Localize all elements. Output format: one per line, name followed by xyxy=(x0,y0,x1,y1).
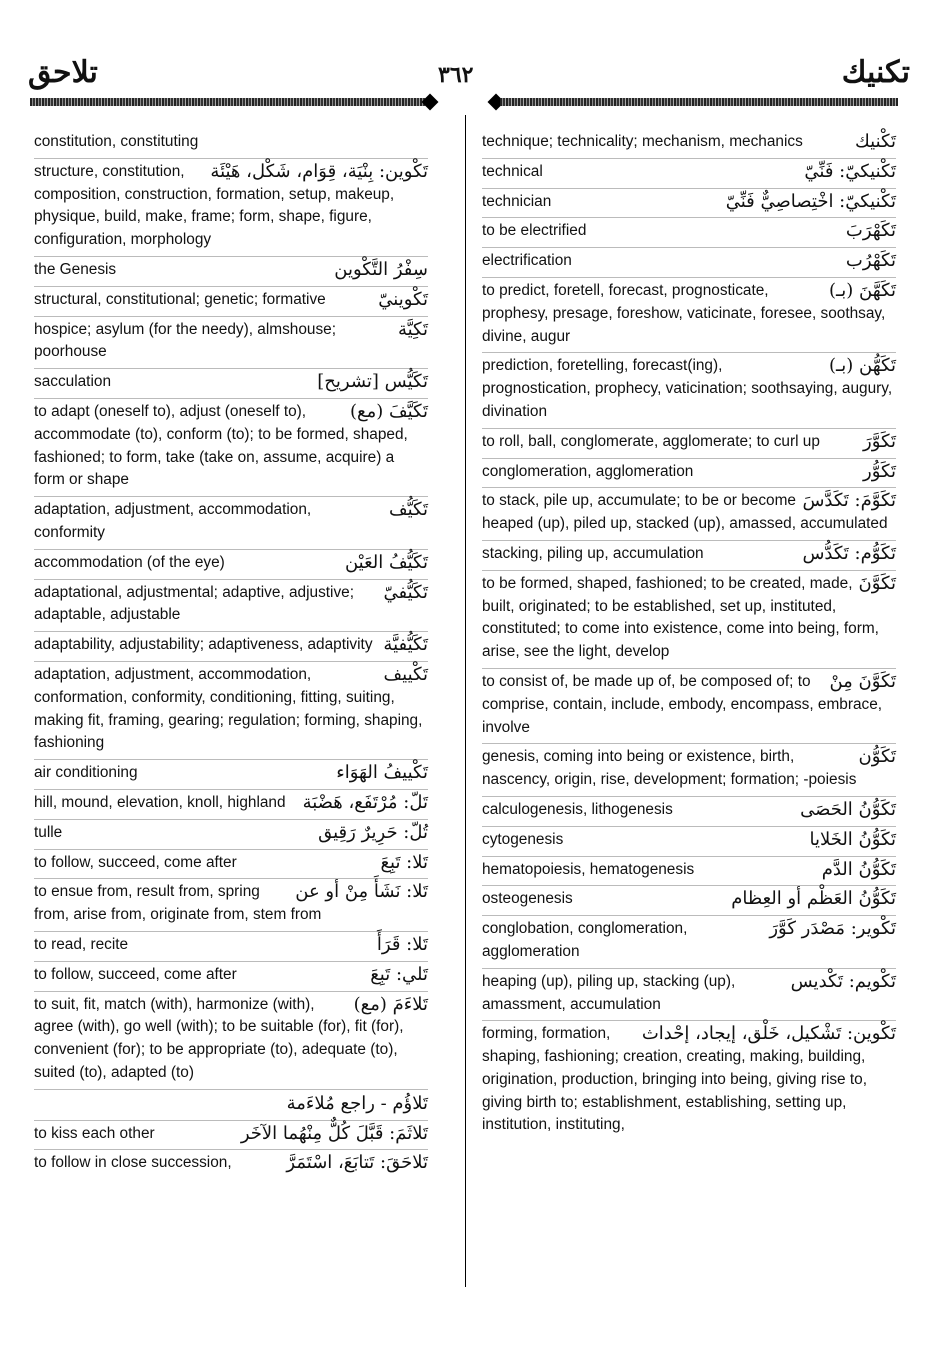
english-definition: genesis, coming into being or existence, birth, nascency, origin, rise, development; formation; -poiesis xyxy=(482,748,857,789)
dictionary-entry xyxy=(482,541,896,571)
dictionary-entry xyxy=(482,159,896,189)
dictionary-entry xyxy=(34,760,428,790)
dictionary-entry xyxy=(482,129,896,159)
english-definition: to read, recite xyxy=(34,935,129,953)
dictionary-entry xyxy=(482,857,896,887)
column-divider xyxy=(465,115,466,1287)
arabic-headword: تَكِيَّة xyxy=(397,318,428,340)
english-definition: to suit, fit, match (with), harmonize (with), agree (with), go well (with); to be suitable (for), fit (for), convenient (for); to be appropriate (to), adequate (to), suited (to), adapted (to) xyxy=(34,995,404,1081)
dictionary-entry xyxy=(34,497,428,550)
arabic-headword: تَكَوَّرَ xyxy=(863,430,896,452)
english-definition: adaptability, adjustability; adaptiveness, adaptivity xyxy=(34,636,373,654)
dictionary-entry xyxy=(482,969,896,1022)
arabic-headword: تَلا: قَرَأَ xyxy=(376,933,428,955)
english-definition: conglobation, conglomeration, agglomeration xyxy=(482,920,688,960)
dictionary-entry xyxy=(34,317,428,370)
english-definition: conglomeration, agglomeration xyxy=(482,462,694,480)
arabic-headword: تَكْنيكيّ: فَنِّيّ xyxy=(804,160,896,182)
dictionary-entry xyxy=(482,353,896,428)
dictionary-entry xyxy=(34,992,428,1090)
english-definition: prediction, foretelling, forecast(ing), prognostication, prophecy, vaticination; soothsaying, augury, divination xyxy=(482,357,893,420)
dictionary-entry xyxy=(34,850,428,880)
english-definition: to adapt (oneself to), adjust (oneself to), accommodate (to), conform (to); to be formed, shaped, fashioned; to form, take (take on, assume, acquire) a form or shape xyxy=(34,402,408,489)
arabic-headword: تَكْييف xyxy=(383,663,428,685)
dictionary-entry xyxy=(34,399,428,497)
arabic-headword: تَكَوُّن xyxy=(858,746,896,768)
dictionary-entry xyxy=(482,189,896,219)
english-definition: constitution, constituting xyxy=(34,133,199,150)
dictionary-entry xyxy=(34,632,428,662)
dictionary-entry xyxy=(34,580,428,633)
dictionary-entry xyxy=(34,257,428,287)
left-guide-word: تلاحق xyxy=(28,55,98,90)
dictionary-entry xyxy=(482,1021,896,1141)
english-definition: accommodation (of the eye) xyxy=(34,553,225,571)
arabic-headword: تَكَوَّنَ xyxy=(858,572,896,594)
english-definition: to stack, pile up, accumulate; to be or become heaped (up), piled up, stacked (up), amassed, accumulated xyxy=(482,492,888,533)
arabic-headword: تَلا: تَبِعَ xyxy=(380,851,428,873)
dictionary-entry xyxy=(482,278,896,353)
arabic-headword: تَكَيُّس [تشريح] xyxy=(317,371,428,393)
dictionary-entry xyxy=(482,669,896,744)
arabic-headword: تَكْوير: مَصْدَر كَوَّرَ xyxy=(769,918,896,940)
english-definition: structure, constitution, composition, construction, formation, setup, makeup, physique, build, make, frame; form, shape, figure, configuration, morphology xyxy=(34,162,395,249)
page-number: ٣٦٢ xyxy=(438,62,474,88)
arabic-headword: تَكَهْرَبَ xyxy=(845,220,896,242)
english-definition: adaptation, adjustment, accommodation, conformity xyxy=(34,501,312,541)
arabic-headword: تَكَوُّنُ الدَّم xyxy=(821,858,896,880)
arabic-headword: تَكَيُّف xyxy=(388,499,428,521)
arabic-headword: تَلا: نَشَأَ مِنْ أو عن xyxy=(295,881,428,903)
dictionary-entry xyxy=(34,287,428,317)
right-column xyxy=(482,129,896,1339)
english-definition: calculogenesis, lithogenesis xyxy=(482,800,673,818)
english-definition: sacculation xyxy=(34,373,111,391)
arabic-headword: تَلّ: مُرْتَفَع، هَضْبَة xyxy=(302,791,428,813)
dictionary-entry xyxy=(482,571,896,669)
arabic-headword: تَكَوُّنُ الخَلايا xyxy=(809,828,896,850)
arabic-headword: تَكْوينيّ xyxy=(378,288,428,310)
arabic-headword: تَلاؤُم - راجع مُلاءَمة xyxy=(286,1092,428,1114)
english-definition: air conditioning xyxy=(34,764,138,782)
arabic-headword: تَكَوُّر xyxy=(863,460,896,482)
arabic-headword: تَكْوين: تَشْكيل، خَلْق، إيجاد، إحْداث xyxy=(641,1023,896,1045)
arabic-headword: تَكْنيكيّ: اخْتِصاصِيٌّ فَنِّيّ xyxy=(725,190,896,212)
dictionary-entry xyxy=(482,886,896,916)
english-definition: to follow in close succession, xyxy=(34,1154,232,1172)
english-definition: technical xyxy=(482,162,543,180)
english-definition: to roll, ball, conglomerate, agglomerate; to curl up xyxy=(482,432,820,450)
arabic-headword: تَكَيُّفيّ xyxy=(383,581,428,603)
dictionary-entry xyxy=(34,662,428,760)
arabic-headword: تَلاحَقَ: تَتابَعَ، اسْتَمَرَّ xyxy=(286,1152,428,1174)
dictionary-entry xyxy=(482,797,896,827)
left-diamond-ornament xyxy=(422,94,439,111)
arabic-headword: تَكَوُّم: تَكَدُّس xyxy=(802,542,896,564)
english-definition: the Genesis xyxy=(34,260,117,278)
english-definition: to consist of, be made up of, be composed of; to comprise, contain, include, embody, encompass, embrace, involve xyxy=(482,672,883,736)
english-definition: adaptation, adjustment, accommodation, conformation, conformity, conditioning, fitting, suiting, making fit, framing, gearing; regulation; forming, shaping, fashioning xyxy=(34,665,423,752)
arabic-headword: تَكَوَّمَ: تَكَدَّسَ xyxy=(802,490,896,512)
arabic-headword: تَكَهُّن (بـ) xyxy=(829,355,896,377)
arabic-headword: تُلّ: حَرِيرٌ رَقِيق xyxy=(318,821,428,843)
dictionary-entry xyxy=(482,827,896,857)
dictionary-entry xyxy=(482,429,896,459)
arabic-headword: تَكَوُّنُ الحَصَى xyxy=(800,798,896,820)
dictionary-entry xyxy=(482,248,896,278)
dictionary-entry xyxy=(482,488,896,541)
dictionary-entry xyxy=(34,1090,428,1121)
english-definition: structural, constitutional; genetic; formative xyxy=(34,290,326,308)
english-definition: hill, mound, elevation, knoll, highland xyxy=(34,793,286,811)
arabic-headword: تَلاثَمَ: قَبَّلَ كُلٌّ مِنْهُما الآخَر xyxy=(240,1122,428,1144)
english-definition: to follow, succeed, come after xyxy=(34,965,237,983)
dictionary-entry xyxy=(482,916,896,969)
english-definition: to be electrified xyxy=(482,222,587,240)
english-definition: forming, formation, shaping, fashioning; creation, creating, making, building, origination, production, bringing into being, giving rise to, giving birth to; establishment, establishing, setting up, institution, instituting, xyxy=(482,1025,868,1134)
english-definition: osteogenesis xyxy=(482,890,573,908)
dictionary-entry xyxy=(482,744,896,797)
dictionary-entry xyxy=(34,962,428,992)
english-definition: to ensue from, result from, spring from, arise from, originate from, stem from xyxy=(34,883,322,924)
arabic-headword: تَكَيَّفَ (مع) xyxy=(349,400,428,422)
arabic-headword: تَكَيُّفيَّة xyxy=(383,634,428,656)
english-definition: to follow, succeed, come after xyxy=(34,853,237,871)
english-definition: technician xyxy=(482,192,552,210)
dictionary-entry xyxy=(34,790,428,820)
english-definition: adaptational, adjustmental; adaptive, adjustive; adaptable, adjustable xyxy=(34,583,354,624)
dictionary-entry xyxy=(34,1150,428,1179)
left-header-rule xyxy=(30,98,426,106)
dictionary-entry xyxy=(34,369,428,399)
arabic-headword: تَكَهْرُب xyxy=(845,250,896,272)
dictionary-entry xyxy=(482,218,896,248)
english-definition: to be formed, shaped, fashioned; to be created, made, built, originated; to be established, set up, instituted, constituted; to come into existence, come into being, form, arise, see the light, develop xyxy=(482,574,879,661)
dictionary-entry xyxy=(34,820,428,850)
right-guide-word: تكنيك xyxy=(841,55,910,90)
english-definition: to kiss each other xyxy=(34,1124,155,1142)
english-definition: hematopoiesis, hematogenesis xyxy=(482,860,695,878)
arabic-headword: تَكَهَّنَ (بـ) xyxy=(829,279,896,301)
dictionary-entry xyxy=(34,550,428,580)
dictionary-entry xyxy=(482,459,896,489)
english-definition: technique; technicality; mechanism, mechanics xyxy=(482,133,803,150)
arabic-headword: تَكْييفُ الهَوَاء xyxy=(336,762,428,784)
arabic-headword: تَلاءَمَ (مع) xyxy=(353,993,428,1015)
english-definition: to predict, foretell, forecast, prognosticate, prophesy, presage, foreshow, vaticinate, foresee, soothsay, divine, augur xyxy=(482,281,886,345)
arabic-headword: تَكْنيك xyxy=(855,131,896,152)
arabic-headword: تَكَوَّنَ مِنْ xyxy=(829,670,896,692)
english-definition: tulle xyxy=(34,823,63,841)
arabic-headword: تَلي: تَبِعَ xyxy=(370,963,428,985)
page-header xyxy=(0,50,938,90)
right-header-rule xyxy=(500,98,898,106)
english-definition: electrification xyxy=(482,252,572,270)
left-column xyxy=(34,129,428,1339)
dictionary-entry xyxy=(34,932,428,962)
english-definition: cytogenesis xyxy=(482,830,564,848)
arabic-headword: تَكَوُّنُ العَظْم أو العِظام xyxy=(731,888,896,910)
dictionary-entry xyxy=(34,159,428,257)
dictionary-entry xyxy=(34,1121,428,1151)
dictionary-entry xyxy=(34,129,428,159)
arabic-headword: تَكْويم: تَكْديس xyxy=(790,970,896,992)
arabic-headword: تَكْوين: بِنْيَة، قِوَام، شَكْل، هَيْئَة xyxy=(210,160,428,182)
english-definition: stacking, piling up, accumulation xyxy=(482,544,704,562)
arabic-headword: تَكَيُّفُ العَيْن xyxy=(344,551,428,573)
english-definition: hospice; asylum (for the needy), almshouse; poorhouse xyxy=(34,320,336,361)
arabic-headword: سِفْرُ التَّكْوين xyxy=(334,258,428,280)
english-definition: heaping (up), piling up, stacking (up), amassment, accumulation xyxy=(482,972,736,1013)
dictionary-entry xyxy=(34,879,428,932)
